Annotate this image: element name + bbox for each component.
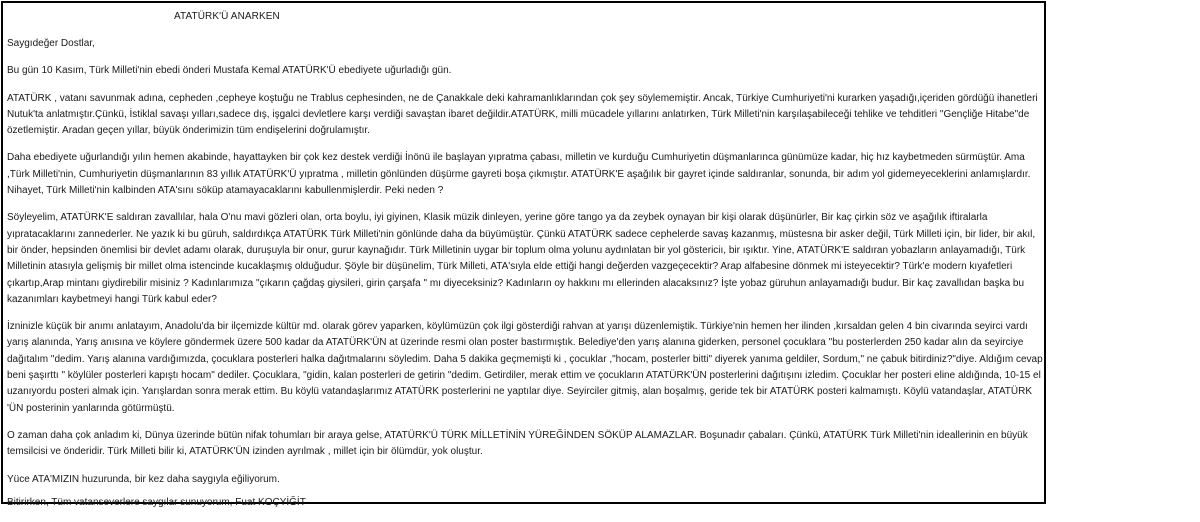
paragraph: Bu gün 10 Kasım, Türk Milleti'nin ebedi önderi Mustafa Kemal ATATÜRK'Ü ebediyete uğurladığı gün. (7, 65, 452, 77)
paragraph: Yüce ATA'MIZIN huzurunda, bir kez daha saygıyla eğiliyorum. (7, 473, 280, 485)
document-title: ATATÜRK'Ü ANARKEN (174, 11, 280, 22)
paragraph: İzninizle küçük bir anımı anlatayım, Anadolu'da bir ilçemizde kültür md. olarak görev yaparken, köylümüzün çok ilgi gösterdiği rahvan at yarışı düzenlemiştik. Türkiye'nin hemen her ilinden ,kırsaldan gelen 4 bin civarında seyirci vardı yarış alanında, Yarış anısına ve köylere göndermek üzere 500 kadar da ATATÜRK'ÜN at üzerinde resmi olan poster bastırmıştık. Belediye'den yarış alanına giderken, personel çocuklara "bu posterlerden 250 kadar alın da seyirciye dağıtalım "dedim. Yarış alanına vardığımızda, çocuklara posterleri halka dağıtmalarını söyledim. Daha 5 dakika geçmemişti ki , çocuklar ,"hocam, posterler bitti" diyerek yanıma geldiler, Sordum," ne çabuk bitirdiniz?"diye. Aldığım cevap beni şaşırttı " köylüler posterleri kapıştı hocam" dediler. Çocuklara, "gidin, kalan posterleri de getirin "dedim. Getirdiler, merak ettim ve çocukların ATATÜRK'ÜN posterlerini dağıtışını izledim. Çocuklar her posteri eline aldığında, 10-15 el uzanıyordu posteri almak için. Yarışlardan sonra merak ettim. Bu köylü vatandaşlarımız ATATÜRK posterlerini ne yaptılar diye. Seyirciler gitmiş, alan boşalmış, geride tek bir ATATÜRK posteri kalmamıştı. Köylü vatandaşlar, ATATÜRK 'ÜN posterinin yanlarında götürmüştü. (7, 321, 1043, 414)
salutation: Saygıdeğer Dostlar, (7, 38, 95, 49)
closing-signature: Bitirirken, Tüm vatanseverlere saygılar sunuyorum, Fuat KOÇYİĞİT (7, 496, 306, 508)
paragraph: O zaman daha çok anladım ki, Dünya üzerinde bütün nifak tohumları bir araya gelse, ATATÜRK'Ü TÜRK MİLLETİNİN YÜREĞİNDEN SÖKÜP ALAMAZLAR. Boşunadır çabaları. Çünkü, ATATÜRK Türk Milleti'nin ideallerinin en büyük temsilcisi ve önderidir. Türk Milleti bilir ki, ATATÜRK'ÜN izinden ayrılmak , millet için bir ölümdür, yok oluştur. (7, 429, 1028, 458)
document-body (7, 36, 1043, 522)
document-frame (1, 1, 1046, 508)
paragraph: Söyleyelim, ATATÜRK'E saldıran zavallılar, hala O'nu mavi gözleri olan, orta boylu, iyi giyinen, Klasik müzik dinleyen, yerine göre tango ya da zeybek oynayan bir kişi olarak düşünürler, Bir kaç çirkin söz ve aşağılık iftiralarla yıpratacaklarını zannederler. Ne yazık ki bu güruh, saldırdıkça ATATÜRK Türk Milleti'nin gönlünde daha da büyümüştür. Çünkü ATATÜRK sadece cephelerde savaş kazanmış, müstesna bir asker değil, Türk Milleti için, bir lider, bir akıl, bir önder, hepsinden önemlisi bir devlet adamı olarak, duruşuyla bir onur, gurur kaynağıdır. Türk Milletinin uygar bir toplum olma yolunu aydınlatan bir yol göstericiı, bir ışıktır. Yine, ATATÜRK'E saldıran yobazların anlayamadığı, Türk Milletinin atasıyla gelişmiş bir millet olma istencinde kucaklaşmış olduğudur. Şöyle bir düşünelim, Türk Milleti, ATA'sıyla elde ettiği hangi değerden vazgeçecektir? Arap alfabesine dönmek mi isteyecektir? Türk'e modern kıyafetleri çıkartıp,Arap mintanı giydirebilir misiniz ? Kadınlarımıza "çıkarın çağdaş giysileri, girin çarşafa " mı diyeceksiniz? Kadınların oy hakkını mı ellerinden alacaksınız? İşte yobaz güruhun anlayamadığı budur. Bir kaç zavallıdan başka bu kazanımları kaybetmeyi hangi Türk kabul eder? (7, 212, 1036, 305)
paragraph: Daha ebediyete uğurlandığı yılın hemen akabinde, hayattayken bir çok kez destek verdiği İnönü ile başlayan yıpratma çabası, milletin ve kurduğu Cumhuriyetin düşmanlarınca günümüze kadar, hiç hız kaybetmeden sürmüştür. Ama ,Türk Milleti'nin, Cumhuriyetin düşmanlarının 83 yıllık ATATÜRK'Ü yıpratma , milletin gönlünden düşürme gayreti boşa çıkmıştır. ATATÜRK'E aşağılık bir gayret içinde saldıranlar, sonunda, bir adım yol gidemeyeceklerini anlamışlardır. Nihayet, Türk Milleti'nin kalbinden ATA'sını söküp atamayacaklarını kabullenmişlerdir. Peki neden ? (7, 152, 1031, 197)
paragraph: ATATÜRK , vatanı savunmak adına, cepheden ,cepheye koştuğu ne Trablus cephesinden, ne de Çanakkale deki kahramanlıklarından çok şey söylememiştir. Ancak, Türkiye Cumhuriyeti'ni kurarken yaşadığı,içeriden gördüğü ihanetleri Nutuk'ta anlatmıştır.Çünkü, İstiklal savaşı yılları,sadece dış, işgalci devletlere karşı verdiği savaştan ibaret değildir.ATATÜRK, milli mücadele yıllarını anlatırken, Türk Milleti'nin karşılaşabileceği tehlike ve tehditleri "Gençliğe Hitabe"de özetlemiştir. Aradan geçen yıllar, büyük önderimizin tüm endişelerini doğrulamıştır. (7, 92, 1038, 137)
